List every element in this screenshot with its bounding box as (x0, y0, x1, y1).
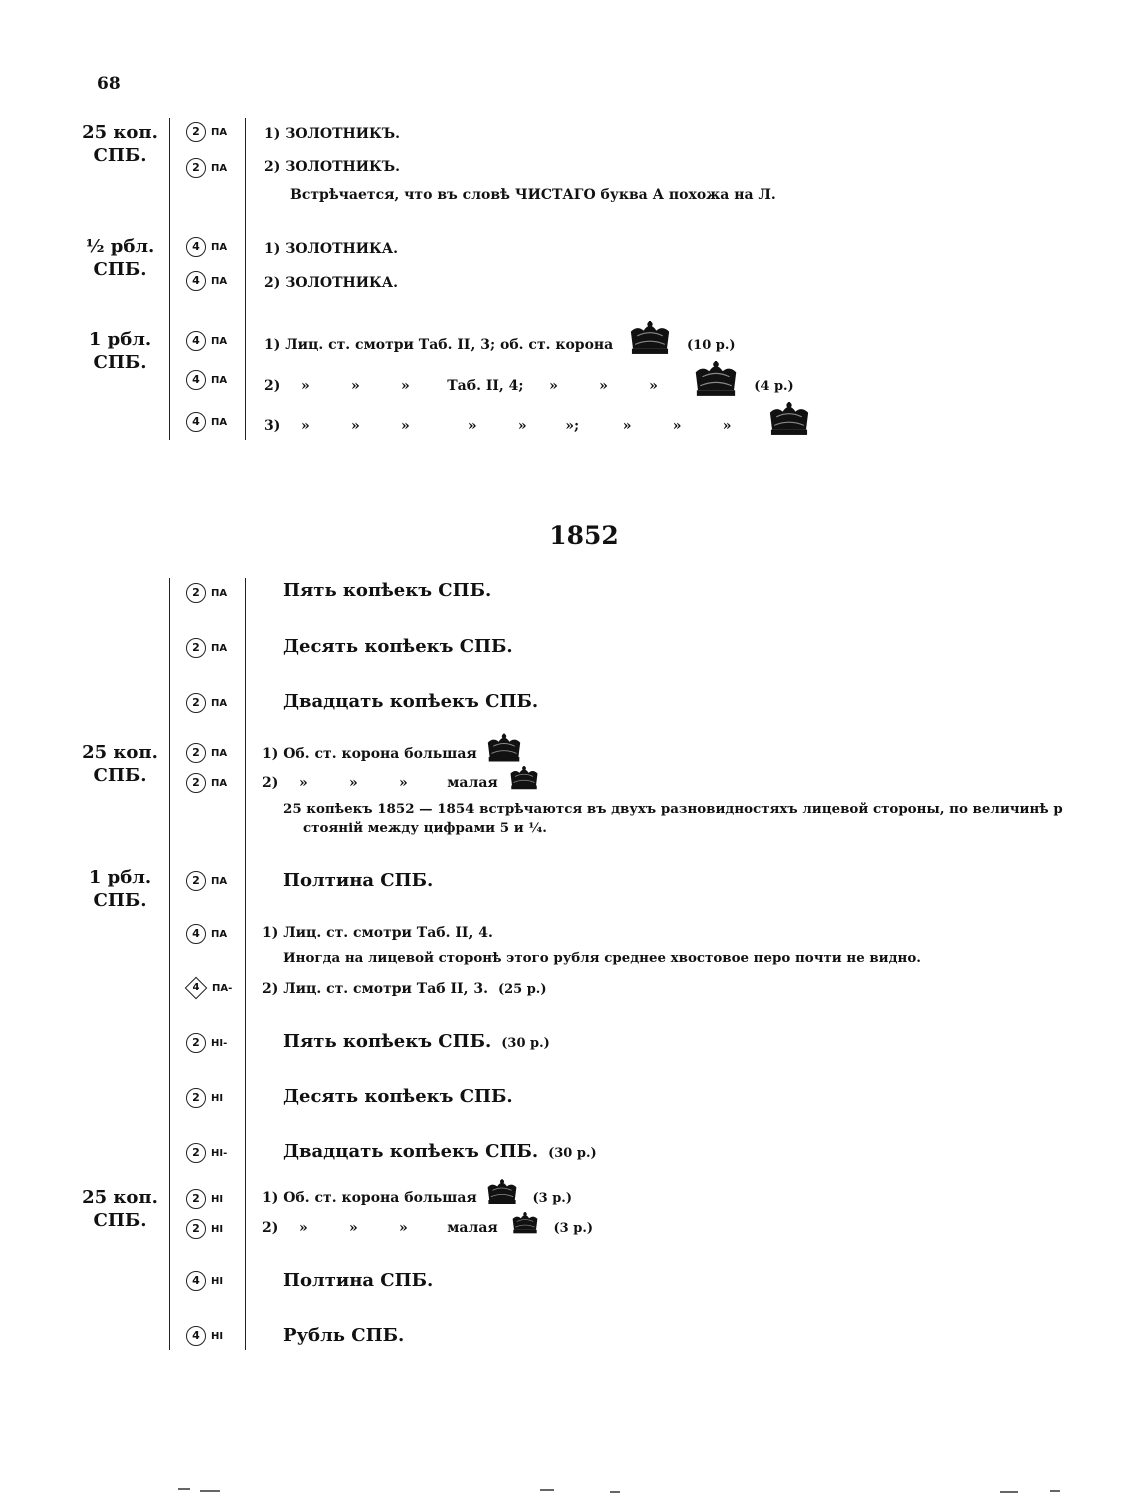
denomination-label: ½ рбл. СПБ. (85, 236, 155, 280)
entry-text: Пять копѣекъ СПБ. (283, 580, 492, 601)
entry-text: Десять копѣекъ СПБ. (283, 1086, 513, 1107)
scan-artifact (610, 1491, 620, 1493)
mint-mark: 4 НІ (186, 1271, 223, 1291)
mint-mark: 2 НІ (186, 1189, 223, 1209)
mint-mark: 2 ПА (186, 871, 227, 891)
scan-artifact (178, 1488, 190, 1490)
year-heading: 1852 (549, 521, 619, 550)
column-rule-left (169, 578, 170, 1350)
entry-text: Двадцать копѣекъ СПБ. (30 р.) (283, 1141, 597, 1162)
entry-text: 1) Об. ст. корона большая (262, 745, 522, 763)
entry-text: 1) Об. ст. корона большая (3 р.) (262, 1190, 572, 1206)
entry-text: 1) Лиц. ст. смотри Таб. II, 4. (262, 925, 493, 941)
scan-artifact (540, 1489, 554, 1491)
mint-mark: 4 ПА (186, 331, 227, 351)
entry-note: 25 копѣекъ 1852 — 1854 встрѣчаются въ двухъ разновидностяхъ лицевой стороны, по величинѣ р (283, 801, 1063, 817)
mint-mark: 4 ПА (186, 412, 227, 432)
denomination-label: 1 рбл. СПБ. (88, 867, 152, 911)
page-number: 68 (97, 74, 121, 94)
mint-mark: 2 ПА (186, 743, 227, 763)
mint-mark: 2 ПА (186, 158, 227, 178)
entry-note: стояній между цифрами 5 и ¼. (303, 820, 547, 836)
crown-icon (767, 402, 811, 436)
mint-mark: 2 ПА (186, 122, 227, 142)
crown-icon (486, 1179, 518, 1205)
mint-mark: 4 ПА (186, 271, 227, 291)
crown-icon (693, 361, 739, 397)
entry-text: Пять копѣекъ СПБ. (30 р.) (283, 1031, 550, 1052)
entry-text: Двадцать копѣекъ СПБ. (283, 691, 539, 712)
column-rule-right (245, 118, 246, 440)
mint-mark: 2 НІ- (186, 1143, 227, 1163)
crown-icon (509, 766, 539, 790)
entry-text: 1) ЗОЛОТНИКЪ. (264, 126, 400, 142)
entry-text: Полтина СПБ. (283, 1270, 434, 1291)
denomination-label: 25 коп. СПБ. (82, 742, 158, 786)
mint-mark: 4 ПА (186, 924, 227, 944)
denomination-label: 25 коп. СПБ. (82, 1187, 158, 1231)
denomination-label: 25 коп. СПБ. (82, 122, 158, 166)
mint-mark: 2 НІ (186, 1088, 223, 1108)
mint-mark: 4 НІ (186, 1326, 223, 1346)
mint-mark: 2 НІ (186, 1219, 223, 1239)
entry-note: Иногда на лицевой сторонѣ этого рубля среднее хвостовое перо почти не видно. (283, 950, 921, 966)
mint-mark: 4 ПА (186, 370, 227, 390)
crown-icon (511, 1212, 539, 1234)
mint-mark: 4 ПА (186, 237, 227, 257)
mint-mark: 2 НІ- (186, 1033, 227, 1053)
scan-artifact (1000, 1491, 1018, 1493)
entry-text: 2) ЗОЛОТНИКЪ. (264, 159, 400, 175)
crown-icon (628, 321, 672, 355)
crown-icon (486, 733, 522, 763)
mint-mark: 2 ПА (186, 638, 227, 658)
entry-text: 2) Лиц. ст. смотри Таб II, 3. (25 р.) (262, 981, 547, 997)
entry-text: 3) » » » » » »; » » » (264, 416, 811, 436)
column-rule-right (245, 578, 246, 1350)
mint-mark: 2 ПА (186, 773, 227, 793)
entry-text: 2) » » » малая (262, 775, 539, 791)
entry-text: 2) » » » Таб. II, 4; » » » (4 р.) (264, 375, 794, 397)
mint-mark: 4 ПА- (186, 980, 232, 996)
entry-text: 2) ЗОЛОТНИКА. (264, 275, 398, 291)
entry-text: 1) ЗОЛОТНИКА. (264, 241, 398, 257)
entry-note: Встрѣчается, что въ словѣ ЧИСТАГО буква А похожа на Л. (290, 187, 776, 203)
mint-mark: 2 ПА (186, 583, 227, 603)
denomination-label: 1 рбл. СПБ. (88, 329, 152, 373)
mint-mark: 2 ПА (186, 693, 227, 713)
entry-text: Рубль СПБ. (283, 1325, 405, 1346)
entry-text: 1) Лиц. ст. смотри Таб. II, 3; об. ст. корона (10 р.) (264, 335, 736, 355)
entry-text: Полтина СПБ. (283, 870, 434, 891)
scan-artifact (200, 1490, 220, 1492)
entry-text: Десять копѣекъ СПБ. (283, 636, 513, 657)
entry-text: 2) » » » малая (3 р.) (262, 1220, 593, 1236)
scan-artifact (1050, 1490, 1060, 1492)
